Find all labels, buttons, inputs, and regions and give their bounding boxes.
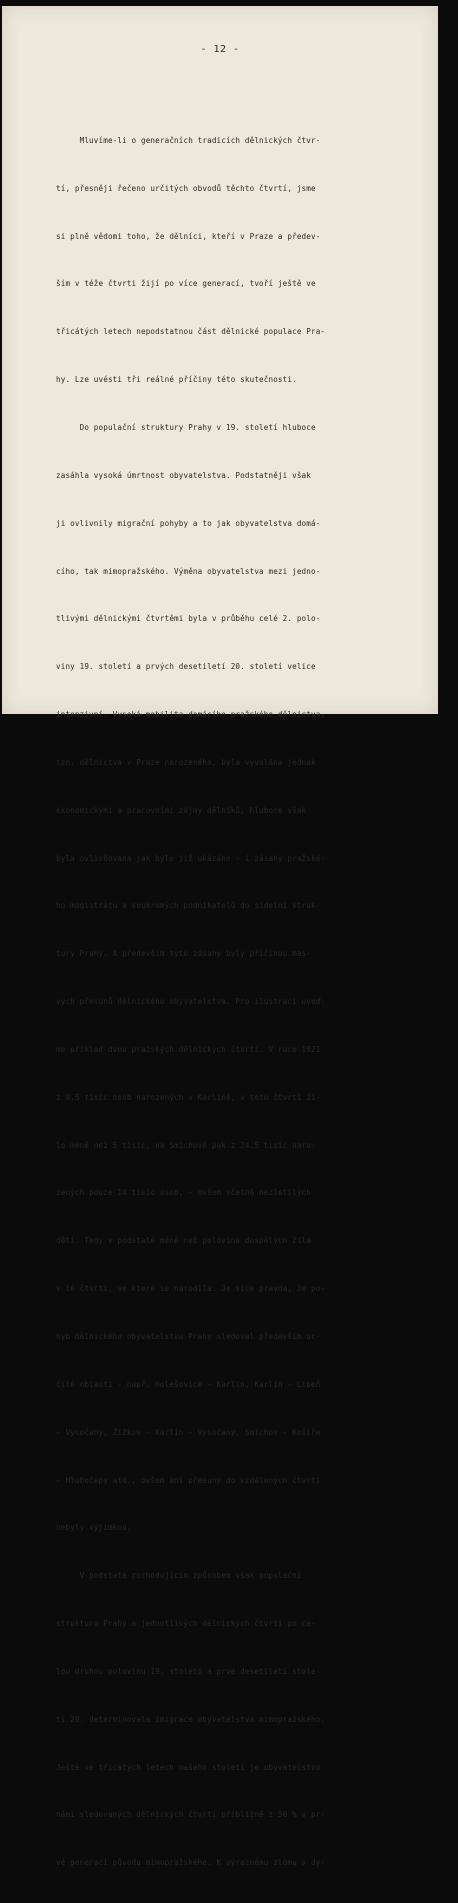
text-line: viny 19. století a prvých desetiletí 20. století velice <box>56 662 316 672</box>
text-line: ho magistrátu a soukromých podnikatelů do sídelní struk- <box>56 901 321 911</box>
text-line: vé generaci původu mimopražského. K výraznému zlomu v dy- <box>56 1858 326 1868</box>
text-line: hy. Lze uvésti tři reálné příčiny této skutečnosti. <box>56 375 297 385</box>
text-line: byla ovlivňována jak bylo již ukázáno - i zásahy pražské- <box>56 853 326 863</box>
text-line: tzn. dělnictva v Praze narozeného, byla vyvolána jednak <box>56 757 316 767</box>
text-line: intenzivní. Vysoká mobilita domácího pražského dělnictva, <box>56 710 326 720</box>
text-line: z 9,5 tisíc osob narozených v Karlíně, v této čtvrti ži- <box>56 1092 321 1102</box>
text-line: Mluvíme-li o generačních tradicích dělnických čtvr- <box>56 135 321 145</box>
text-line: ším v téže čtvrti žijí po více generací, tvoří ještě ve <box>56 279 316 289</box>
text-line: - Vysočany, Žižkov - Karlín - Vysočany, Smíchov - Košíře <box>56 1427 321 1437</box>
page-number: - 12 - <box>200 44 240 55</box>
document-page <box>2 6 438 1868</box>
text-line: čité oblasti - např. Holešovice - Karlín, Karlín - Libeň <box>56 1379 321 1389</box>
text-line: tury Prahy. A především tyto zásahy byly příčinou mas- <box>56 949 311 959</box>
text-line: ji ovlivnily migrační pohyby a to jak obyvatelstva domá- <box>56 518 321 528</box>
text-line: Ještě ve třicátých letech našeho století je obyvatelstvo <box>56 1762 321 1772</box>
text-line: hyb dělnického obyvatelstva Prahy sledoval především ur- <box>56 1332 321 1341</box>
text-line: lou druhou polovinu 19. století a prvé desetiletí stole- <box>56 1666 321 1676</box>
text-line: zasáhla vysoká úmrtnost obyvatelstva. Podstatněji však <box>56 470 311 480</box>
text-line: tlivými dělnickými čtvrtěmi byla v průběhu celé 2. polo- <box>56 614 321 624</box>
text-line: Do populační struktury Prahy v 19. století hluboce <box>56 422 316 432</box>
text-line: si plně vědomi toho, že dělníci, kteří v Praze a předev- <box>56 231 321 241</box>
text-line: cího, tak mimopražského. Výměna obyvatelstva mezi jedno- <box>56 566 321 576</box>
text-line: vých přesunů dělnického obyvatelstva. Pro ilustraci uveď- <box>56 997 326 1007</box>
text-line: dětí. Tedy v podstatě méně než polovina dospělých žila <box>56 1236 311 1246</box>
text-line: me příklad dvou pražských dělnických čtvrtí. V roce 1921 <box>56 1044 321 1054</box>
body-text <box>56 101 428 1903</box>
text-line: třicátých letech nepodstatnou část dělnické populace Pra- <box>56 327 326 337</box>
text-line: tí 20. determinovala imigrace obyvatelstva mimopražského. <box>56 1714 326 1724</box>
text-line: námi sledovaných dělnických čtvrtí přibližně z 50 % v pr- <box>56 1810 326 1820</box>
text-line: v té čtvrti, ve které se narodila. Je sice pravda, že po- <box>56 1284 326 1294</box>
text-line: lo méně než 5 tisíc, na Smíchově pak z 24,5 tisíc naro- <box>56 1140 316 1150</box>
text-line: strukturu Prahy a jednotlivých dělnických čtvrtí po ce- <box>56 1619 316 1629</box>
text-line: zených pouze 14 tisíc osob, - ovšem včetně nezletilých <box>56 1188 311 1198</box>
text-line: ekonomickými a pracovními zájmy dělníků, hluboce však <box>56 805 307 815</box>
text-line: - Hlubočepy atd., ovšem ani přesuny do vzdálených čtvrtí <box>56 1475 321 1485</box>
text-line: nebyly výjimkou. <box>56 1523 132 1533</box>
text-line: V podstatě rozhodujícím způsobem však populační <box>56 1571 302 1581</box>
text-line: tí, přesněji řečeno určitých obvodů těchto čtvrtí, jsme <box>56 183 316 193</box>
